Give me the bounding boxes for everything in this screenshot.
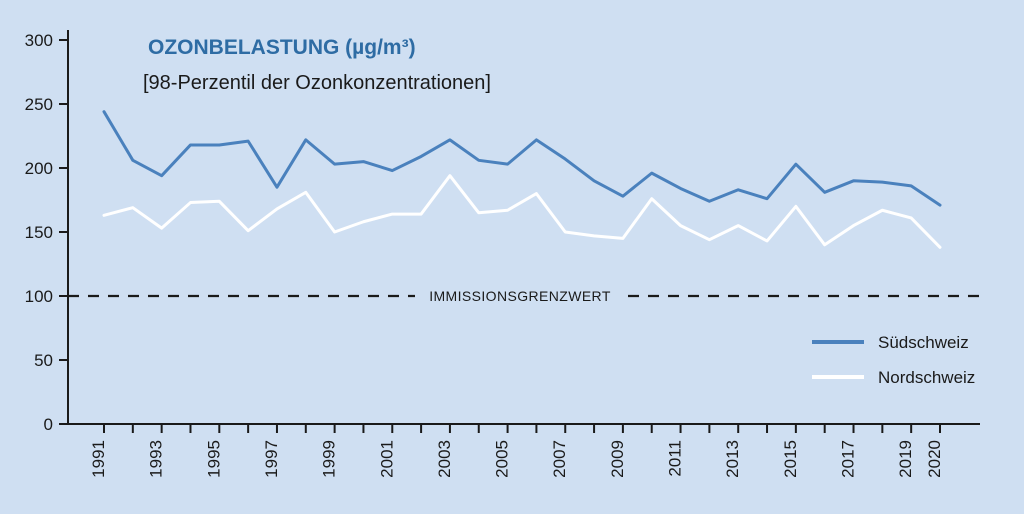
legend-label-südschweiz: Südschweiz bbox=[878, 333, 969, 352]
series-line-südschweiz bbox=[104, 112, 940, 205]
x-tick-label: 2017 bbox=[838, 440, 858, 478]
chart-title: OZONBELASTUNG (µg/m³) bbox=[148, 36, 416, 59]
y-tick-label: 150 bbox=[24, 223, 53, 242]
x-tick-label: 2007 bbox=[550, 440, 570, 478]
x-tick-label: 1993 bbox=[146, 440, 166, 478]
chart-subtitle: [98-Perzentil der Ozonkonzentrationen] bbox=[143, 72, 491, 94]
legend-label-nordschweiz: Nordschweiz bbox=[878, 368, 976, 387]
x-tick-label: 2020 bbox=[925, 440, 944, 478]
x-tick-label: 2001 bbox=[377, 440, 397, 478]
y-axis bbox=[25, 30, 68, 434]
x-tick-label: 1997 bbox=[261, 440, 281, 478]
x-tick-label: 1991 bbox=[89, 440, 108, 478]
x-tick-label: 2011 bbox=[665, 440, 685, 477]
y-tick-label: 250 bbox=[24, 95, 53, 114]
x-axis bbox=[68, 424, 980, 478]
y-tick-label: 100 bbox=[24, 287, 53, 306]
y-tick-label: 50 bbox=[34, 351, 53, 370]
series-lines bbox=[104, 112, 940, 248]
x-tick-label: 2005 bbox=[492, 439, 512, 478]
chart-titles bbox=[143, 36, 491, 94]
y-tick-label: 200 bbox=[24, 159, 53, 178]
x-tick-label: 2015 bbox=[780, 440, 800, 478]
x-tick-label: 2003 bbox=[434, 440, 454, 478]
limit-annotation bbox=[68, 285, 980, 307]
x-tick-label: 2019 bbox=[896, 440, 916, 478]
y-tick-label: 0 bbox=[43, 415, 53, 434]
x-tick-label: 2009 bbox=[607, 440, 627, 478]
chart-legend bbox=[812, 333, 975, 387]
x-tick-label: 2013 bbox=[723, 440, 743, 478]
y-tick-label: 300 bbox=[24, 31, 53, 50]
x-tick-label: 1995 bbox=[204, 440, 224, 478]
series-line-nordschweiz bbox=[104, 176, 940, 248]
immissionsgrenzwert-label: IMMISSIONSGRENZWERT bbox=[429, 288, 611, 304]
x-tick-label: 1999 bbox=[319, 440, 339, 478]
